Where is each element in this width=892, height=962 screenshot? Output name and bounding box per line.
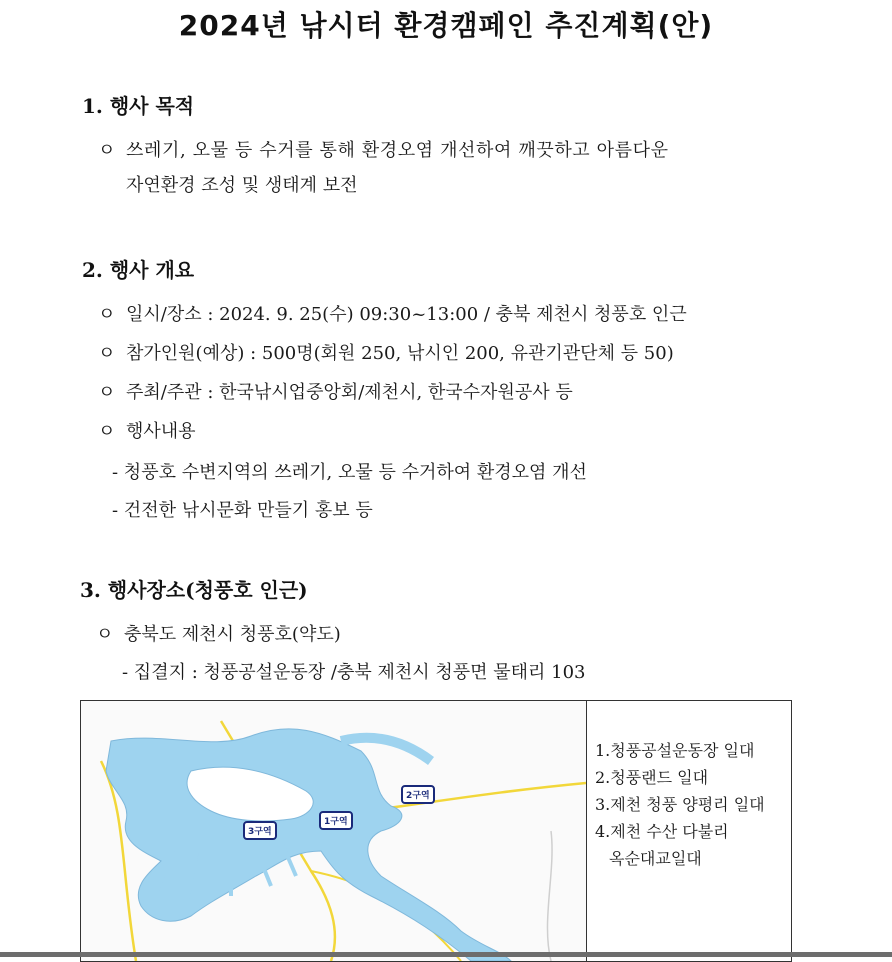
overview-item-host: [98, 378, 573, 404]
section-1-line-1: [98, 136, 669, 162]
section-2-heading: 2. 행사 개요: [82, 258, 195, 282]
section-1-heading: 1. 행사 목적: [82, 94, 195, 118]
content-subitem-1: - 청풍호 수변지역의 쓰레기, 오물 등 수거하여 환경오염 개선: [112, 462, 587, 483]
venue-text: 충북도 제천시 청풍호(약도): [124, 624, 341, 645]
bullet-icon: ㅇ: [98, 140, 116, 161]
purpose-text-2: 자연환경 조성 및 생태계 보전: [126, 175, 358, 196]
bullet-icon: ㅇ: [98, 421, 116, 442]
overview-item-participants: [98, 339, 674, 365]
bottom-scroll-edge: [0, 952, 892, 957]
lake-map: [81, 701, 587, 961]
legend-item-3: 3.제천 청풍 양평리 일대: [595, 795, 765, 814]
overview-item-content: [98, 417, 196, 443]
bullet-icon: ㅇ: [98, 304, 116, 325]
map-table: [80, 700, 792, 962]
gathering-point: - 집결지 : 청풍공설운동장 /충북 제천시 청풍면 물태리 103: [122, 662, 586, 683]
venue-item: [96, 620, 341, 646]
bullet-icon: ㅇ: [98, 343, 116, 364]
overview-item-schedule: [98, 300, 687, 326]
zone-2-label: 2구역: [401, 785, 435, 804]
bullet-icon: ㅇ: [96, 624, 114, 645]
legend-item-1: 1.청풍공설운동장 일대: [595, 741, 755, 760]
section-3-heading: 3. 행사장소(청풍호 인근): [80, 578, 308, 602]
map-image: [81, 701, 586, 961]
overview-item-text: 참가인원(예상) : 500명(회원 250, 낚시인 200, 유관기관단체 등 50): [126, 343, 674, 364]
content-subitem-2: - 건전한 낚시문화 만들기 홍보 등: [112, 500, 373, 521]
legend-item-2: 2.청풍랜드 일대: [595, 768, 709, 787]
overview-item-text: 행사내용: [126, 421, 196, 442]
zone-3-label: 3구역: [243, 821, 277, 840]
overview-item-text: 주최/주관 : 한국낚시업중앙회/제천시, 한국수자원공사 등: [126, 382, 573, 403]
overview-item-text: 일시/장소 : 2024. 9. 25(수) 09:30~13:00 / 충북 제천시 청풍호 인근: [126, 304, 687, 325]
purpose-text-1: 쓰레기, 오물 등 수거를 통해 환경오염 개선하여 깨끗하고 아름다운: [126, 140, 669, 161]
document-title: 2024년 낚시터 환경캠페인 추진계획(안): [178, 9, 714, 42]
map-legend: [595, 737, 791, 872]
legend-item-4-cont: 옥순대교일대: [609, 849, 702, 868]
zone-1-label: 1구역: [319, 811, 353, 830]
bullet-icon: ㅇ: [98, 382, 116, 403]
legend-item-4: 4.제천 수산 다불리: [595, 822, 729, 841]
